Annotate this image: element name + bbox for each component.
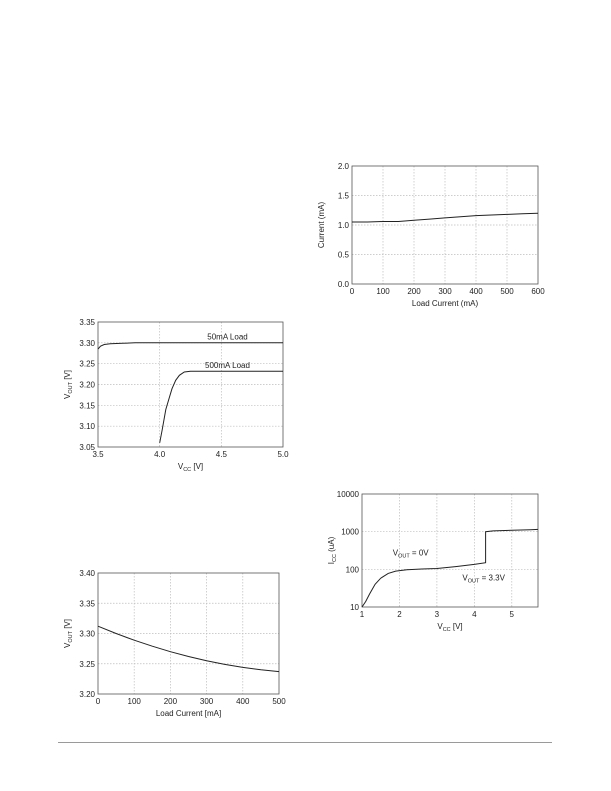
annotation-label: $V_{OUT} = 0V$ (392, 548, 429, 560)
y-tick-label: 1.0 (337, 221, 349, 230)
y-tick-label: 3.40 (79, 569, 95, 578)
x-tick-label: 3 (434, 610, 440, 619)
y-tick-label: 100 (345, 565, 359, 575)
y-tick-label: 1.5 (337, 191, 349, 201)
chart-supply-current (310, 155, 550, 315)
y-tick-label: 3.30 (79, 629, 95, 639)
y-axis-label: Current (mA) (317, 201, 326, 249)
y-tick-label: 3.05 (79, 443, 95, 452)
y-tick-label: 3.10 (79, 422, 95, 432)
x-tick-label: 5 (509, 610, 515, 619)
x-axis-label: $V_{CC}$ [V] (177, 462, 204, 473)
x-axis-label: Load Current [mA] (155, 709, 222, 718)
y-tick-label: 3.20 (79, 380, 95, 390)
footer-rule (58, 742, 552, 743)
chart-vout-vs-vcc (55, 312, 295, 472)
x-tick-label: 100 (376, 287, 390, 296)
annotation-label: $V_{OUT} = 3.3V$ (462, 573, 505, 585)
x-tick-label: 400 (469, 287, 483, 296)
x-tick-label: 600 (531, 287, 545, 296)
y-tick-label: 10000 (336, 490, 359, 499)
x-tick-label: 400 (236, 697, 250, 706)
y-tick-label: 0.5 (337, 250, 349, 260)
annotation-label: 500mA Load (205, 360, 250, 370)
x-tick-label: 3.5 (92, 450, 104, 459)
x-tick-label: 0 (349, 287, 355, 296)
y-tick-label: 3.25 (79, 659, 95, 669)
x-tick-label: 5.0 (277, 450, 289, 459)
x-tick-label: 200 (407, 287, 421, 296)
y-tick-label: 3.15 (79, 401, 95, 411)
x-tick-label: 500 (272, 697, 286, 706)
y-tick-label: 3.25 (79, 359, 95, 369)
x-tick-label: 300 (199, 697, 214, 706)
x-tick-label: 0 (95, 697, 101, 706)
y-tick-label: 3.35 (79, 318, 95, 327)
chart-vout-vs-load (55, 563, 295, 718)
x-tick-label: 4.5 (215, 450, 227, 459)
y-tick-label: 3.20 (79, 690, 95, 699)
chart-icc-vs-vcc (310, 485, 550, 635)
series-50ma-load (98, 343, 283, 349)
annotation-label: 50mA Load (207, 332, 248, 342)
y-tick-label: 3.30 (79, 338, 95, 348)
x-axis-label: $V_{CC}$ [V] (437, 622, 463, 633)
x-tick-label: 4.0 (154, 450, 166, 459)
x-tick-label: 4 (472, 610, 477, 619)
y-tick-label: 0.0 (337, 280, 349, 289)
y-tick-label: 3.35 (79, 599, 95, 609)
x-tick-label: 500 (500, 287, 514, 296)
y-tick-label: 2.0 (337, 162, 349, 171)
y-axis-label: $V_{OUT}$ [V] (63, 619, 74, 648)
y-axis-label: $V_{OUT}$ [V] (63, 370, 74, 399)
series-line (98, 626, 279, 671)
x-axis-label: Load Current (mA) (411, 299, 479, 308)
y-axis-label: $I_{CC}$ (uA) (327, 536, 338, 565)
series-line (362, 529, 538, 607)
x-tick-label: 100 (127, 697, 141, 706)
x-tick-label: 1 (359, 610, 365, 619)
x-tick-label: 200 (163, 697, 178, 706)
x-tick-label: 300 (438, 287, 452, 296)
y-tick-label: 1000 (341, 527, 359, 537)
x-tick-label: 2 (397, 610, 402, 619)
y-tick-label: 10 (350, 603, 359, 612)
